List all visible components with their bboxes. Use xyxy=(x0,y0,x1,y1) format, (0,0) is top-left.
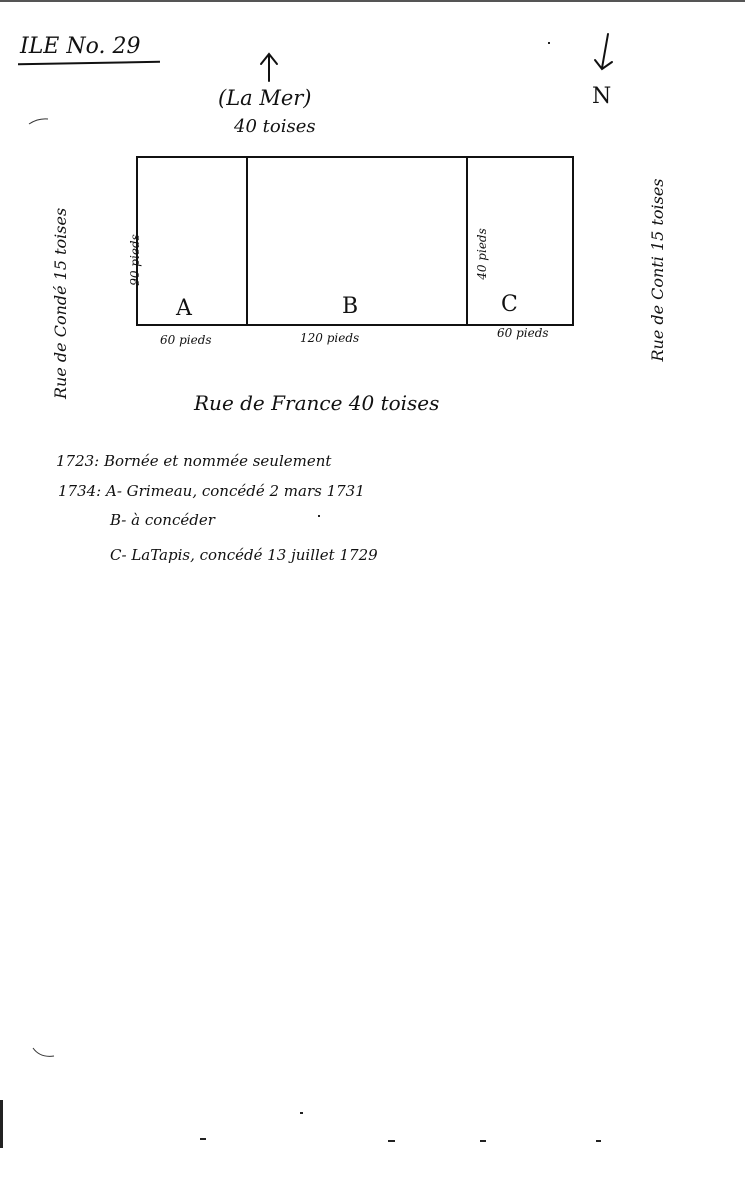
street-right-label: Rue de Conti 15 toises xyxy=(648,178,667,362)
margin-mark-icon xyxy=(28,116,50,126)
lot-c-width: 60 pieds xyxy=(497,326,549,340)
street-bottom-label: Rue de France 40 toises xyxy=(194,391,440,415)
lot-c-label: C xyxy=(501,292,518,317)
sea-label: (La Mer) xyxy=(218,86,312,110)
lot-a-label: A xyxy=(176,296,192,321)
note-line-3: B- à concéder xyxy=(110,511,215,529)
ink-speck xyxy=(548,42,550,44)
arrow-down-icon xyxy=(592,32,618,72)
lot-divider-ab xyxy=(246,158,248,324)
ink-speck xyxy=(318,515,320,517)
page-title: ILE No. 29 xyxy=(20,34,141,59)
page-top-edge xyxy=(0,0,745,2)
plot-height-left: 90 pieds xyxy=(128,234,142,286)
ink-speck xyxy=(388,1140,395,1142)
title-underline xyxy=(18,61,160,65)
lot-b-label: B xyxy=(342,294,359,319)
lot-a-width: 60 pieds xyxy=(160,333,212,347)
ink-speck xyxy=(596,1140,601,1142)
note-line-4: C- LaTapis, concédé 13 juillet 1729 xyxy=(110,546,378,564)
margin-mark-icon xyxy=(32,1046,56,1060)
note-line-2: 1734: A- Grimeau, concédé 2 mars 1731 xyxy=(58,482,365,500)
lot-b-width: 120 pieds xyxy=(300,331,360,345)
note-line-1: 1723: Bornée et nommée seulement xyxy=(56,452,332,470)
ink-speck xyxy=(480,1140,486,1142)
street-left-label: Rue de Condé 15 toises xyxy=(51,207,70,399)
lot-divider-bc xyxy=(466,158,468,324)
sea-width-label: 40 toises xyxy=(234,116,316,137)
north-label: N xyxy=(592,84,612,109)
arrow-up-icon xyxy=(258,52,280,82)
ink-speck xyxy=(200,1138,206,1140)
ink-speck xyxy=(300,1112,303,1114)
plot-height-right: 40 pieds xyxy=(475,228,489,280)
page-left-edge-mark xyxy=(0,1100,3,1148)
